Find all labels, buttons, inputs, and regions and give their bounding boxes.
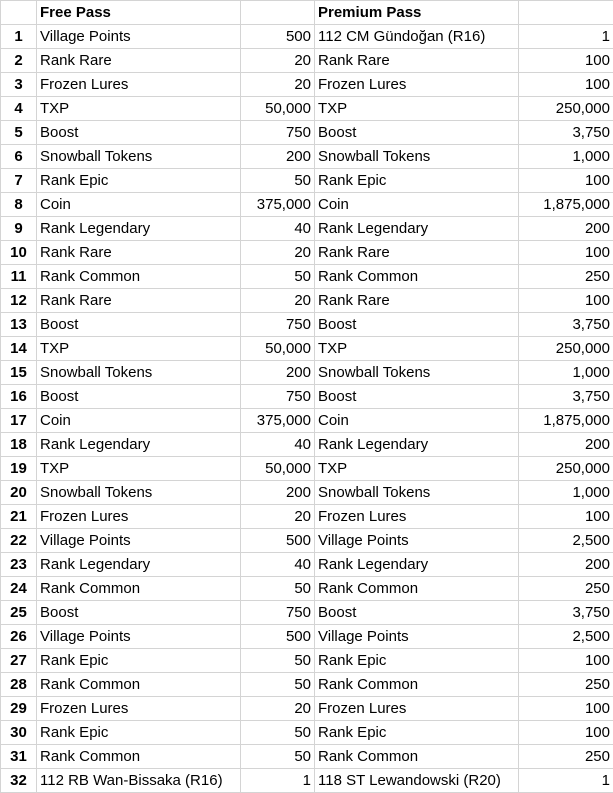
row-number-cell[interactable]: 30 (1, 721, 37, 745)
free-quantity-cell[interactable]: 500 (241, 25, 315, 49)
free-quantity-cell[interactable]: 750 (241, 601, 315, 625)
table-row (1, 577, 613, 601)
premium-quantity-cell[interactable]: 3,750 (519, 385, 613, 409)
premium-quantity-cell[interactable]: 100 (519, 289, 613, 313)
free-quantity-cell[interactable]: 20 (241, 505, 315, 529)
free-quantity-cell[interactable]: 50 (241, 169, 315, 193)
premium-quantity-cell[interactable]: 2,500 (519, 529, 613, 553)
premium-item-cell[interactable]: Rank Rare (315, 289, 519, 313)
free-item-cell[interactable]: Rank Legendary (37, 433, 241, 457)
free-quantity-cell[interactable]: 50 (241, 265, 315, 289)
free-item-cell[interactable]: TXP (37, 97, 241, 121)
free-item-cell[interactable]: Frozen Lures (37, 697, 241, 721)
free-item-cell[interactable]: Rank Common (37, 577, 241, 601)
premium-quantity-cell[interactable]: 2,500 (519, 625, 613, 649)
table-row (1, 745, 613, 769)
free-quantity-cell[interactable]: 50 (241, 577, 315, 601)
table-row (1, 169, 613, 193)
free-item-cell[interactable]: Snowball Tokens (37, 145, 241, 169)
premium-item-cell[interactable]: Village Points (315, 529, 519, 553)
row-number-cell[interactable]: 32 (1, 769, 37, 793)
premium-item-cell[interactable]: Frozen Lures (315, 697, 519, 721)
row-number-cell[interactable]: 3 (1, 73, 37, 97)
free-item-cell[interactable]: Boost (37, 385, 241, 409)
row-number-cell[interactable]: 8 (1, 193, 37, 217)
free-quantity-cell[interactable]: 40 (241, 433, 315, 457)
table-row (1, 217, 613, 241)
free-quantity-cell[interactable]: 500 (241, 529, 315, 553)
table-row (1, 697, 613, 721)
table-row (1, 145, 613, 169)
free-item-cell[interactable]: Frozen Lures (37, 73, 241, 97)
premium-item-cell[interactable]: Boost (315, 601, 519, 625)
premium-quantity-cell[interactable]: 100 (519, 505, 613, 529)
premium-quantity-cell[interactable]: 3,750 (519, 121, 613, 145)
premium-quantity-cell[interactable]: 200 (519, 433, 613, 457)
free-qty-header-cell[interactable] (241, 1, 315, 25)
table-row (1, 529, 613, 553)
premium-item-cell[interactable]: Frozen Lures (315, 73, 519, 97)
free-item-cell[interactable]: TXP (37, 457, 241, 481)
premium-item-cell[interactable]: TXP (315, 337, 519, 361)
free-item-cell[interactable]: Village Points (37, 25, 241, 49)
premium-item-cell[interactable]: TXP (315, 97, 519, 121)
premium-quantity-cell[interactable]: 1,875,000 (519, 193, 613, 217)
premium-item-cell[interactable]: Rank Rare (315, 241, 519, 265)
premium-quantity-cell[interactable]: 250,000 (519, 337, 613, 361)
premium-quantity-cell[interactable]: 1,000 (519, 361, 613, 385)
premium-item-cell[interactable]: Rank Epic (315, 649, 519, 673)
row-number-cell[interactable]: 5 (1, 121, 37, 145)
row-number-cell[interactable]: 21 (1, 505, 37, 529)
table-row (1, 313, 613, 337)
row-number-cell[interactable]: 31 (1, 745, 37, 769)
free-item-cell[interactable]: Rank Legendary (37, 217, 241, 241)
table-row (1, 265, 613, 289)
premium-quantity-cell[interactable]: 100 (519, 721, 613, 745)
premium-item-cell[interactable]: Boost (315, 385, 519, 409)
table-row (1, 553, 613, 577)
free-quantity-cell[interactable]: 20 (241, 697, 315, 721)
table-row (1, 457, 613, 481)
premium-quantity-cell[interactable]: 250,000 (519, 457, 613, 481)
premium-item-cell[interactable]: Village Points (315, 625, 519, 649)
row-number-cell[interactable]: 15 (1, 361, 37, 385)
premium-quantity-cell[interactable]: 100 (519, 649, 613, 673)
row-number-cell[interactable]: 1 (1, 25, 37, 49)
table-row (1, 361, 613, 385)
free-item-cell[interactable]: Coin (37, 193, 241, 217)
row-number-cell[interactable]: 17 (1, 409, 37, 433)
table-row (1, 721, 613, 745)
premium-item-cell[interactable]: 112 CM Gündoğan (R16) (315, 25, 519, 49)
free-item-cell[interactable]: Rank Rare (37, 241, 241, 265)
row-number-cell[interactable]: 26 (1, 625, 37, 649)
premium-item-cell[interactable]: 118 ST Lewandowski (R20) (315, 769, 519, 793)
free-item-cell[interactable]: Village Points (37, 529, 241, 553)
row-number-cell[interactable]: 18 (1, 433, 37, 457)
premium-item-cell[interactable]: Rank Epic (315, 721, 519, 745)
premium-item-cell[interactable]: Rank Common (315, 577, 519, 601)
premium-quantity-cell[interactable]: 250 (519, 577, 613, 601)
table-row (1, 193, 613, 217)
free-quantity-cell[interactable]: 750 (241, 313, 315, 337)
premium-quantity-cell[interactable]: 200 (519, 553, 613, 577)
row-number-cell[interactable]: 6 (1, 145, 37, 169)
premium-quantity-cell[interactable]: 250 (519, 745, 613, 769)
premium-item-cell[interactable]: Coin (315, 193, 519, 217)
free-item-cell[interactable]: Rank Epic (37, 721, 241, 745)
premium-item-cell[interactable]: Rank Epic (315, 169, 519, 193)
free-quantity-cell[interactable]: 50,000 (241, 97, 315, 121)
table-row (1, 481, 613, 505)
premium-item-cell[interactable]: Rank Rare (315, 49, 519, 73)
premium-quantity-cell[interactable]: 1,000 (519, 481, 613, 505)
row-number-cell[interactable]: 22 (1, 529, 37, 553)
premium-quantity-cell[interactable]: 1,875,000 (519, 409, 613, 433)
row-number-cell[interactable]: 20 (1, 481, 37, 505)
free-quantity-cell[interactable]: 50 (241, 721, 315, 745)
table-row (1, 241, 613, 265)
free-item-cell[interactable]: Rank Epic (37, 649, 241, 673)
premium-item-cell[interactable]: Rank Legendary (315, 553, 519, 577)
free-item-cell[interactable]: Village Points (37, 625, 241, 649)
premium-quantity-cell[interactable]: 100 (519, 241, 613, 265)
row-number-cell[interactable]: 28 (1, 673, 37, 697)
premium-quantity-cell[interactable]: 3,750 (519, 313, 613, 337)
free-quantity-cell[interactable]: 375,000 (241, 193, 315, 217)
free-quantity-cell[interactable]: 50 (241, 745, 315, 769)
row-number-cell[interactable]: 2 (1, 49, 37, 73)
row-number-cell[interactable]: 27 (1, 649, 37, 673)
premium-quantity-cell[interactable]: 100 (519, 73, 613, 97)
free-quantity-cell[interactable]: 20 (241, 49, 315, 73)
premium-quantity-cell[interactable]: 250 (519, 265, 613, 289)
free-quantity-cell[interactable]: 1 (241, 769, 315, 793)
free-item-cell[interactable]: Rank Common (37, 745, 241, 769)
free-item-cell[interactable]: Coin (37, 409, 241, 433)
row-number-cell[interactable]: 19 (1, 457, 37, 481)
free-quantity-cell[interactable]: 20 (241, 73, 315, 97)
table-row (1, 385, 613, 409)
row-number-cell[interactable]: 24 (1, 577, 37, 601)
free-item-cell[interactable]: Snowball Tokens (37, 361, 241, 385)
premium-quantity-cell[interactable]: 3,750 (519, 601, 613, 625)
table-row (1, 337, 613, 361)
free-quantity-cell[interactable]: 200 (241, 481, 315, 505)
premium-quantity-cell[interactable]: 1 (519, 25, 613, 49)
premium-item-cell[interactable]: Boost (315, 121, 519, 145)
row-number-cell[interactable]: 23 (1, 553, 37, 577)
free-item-cell[interactable]: Rank Legendary (37, 553, 241, 577)
free-item-cell[interactable]: Frozen Lures (37, 505, 241, 529)
free-quantity-cell[interactable]: 20 (241, 289, 315, 313)
premium-quantity-cell[interactable]: 100 (519, 49, 613, 73)
premium-item-cell[interactable]: TXP (315, 457, 519, 481)
free-item-cell[interactable]: Rank Rare (37, 49, 241, 73)
table-row (1, 25, 613, 49)
free-item-cell[interactable]: Rank Rare (37, 289, 241, 313)
table-row (1, 673, 613, 697)
premium-item-cell[interactable]: Rank Common (315, 673, 519, 697)
free-item-cell[interactable]: Rank Epic (37, 169, 241, 193)
premium-item-cell[interactable]: Rank Common (315, 265, 519, 289)
premium-quantity-cell[interactable]: 250,000 (519, 97, 613, 121)
free-quantity-cell[interactable]: 750 (241, 385, 315, 409)
corner-cell[interactable] (1, 1, 37, 25)
premium-quantity-cell[interactable]: 1 (519, 769, 613, 793)
free-quantity-cell[interactable]: 375,000 (241, 409, 315, 433)
row-number-cell[interactable]: 9 (1, 217, 37, 241)
premium-item-cell[interactable]: Frozen Lures (315, 505, 519, 529)
free-quantity-cell[interactable]: 40 (241, 553, 315, 577)
free-quantity-cell[interactable]: 200 (241, 361, 315, 385)
free-item-cell[interactable]: Boost (37, 313, 241, 337)
free-quantity-cell[interactable]: 50,000 (241, 457, 315, 481)
premium-item-cell[interactable]: Snowball Tokens (315, 145, 519, 169)
free-item-cell[interactable]: TXP (37, 337, 241, 361)
row-number-cell[interactable]: 13 (1, 313, 37, 337)
free-item-cell[interactable]: Boost (37, 601, 241, 625)
table-row (1, 289, 613, 313)
premium-quantity-cell[interactable]: 100 (519, 169, 613, 193)
free-quantity-cell[interactable]: 20 (241, 241, 315, 265)
free-item-cell[interactable]: Boost (37, 121, 241, 145)
free-quantity-cell[interactable]: 40 (241, 217, 315, 241)
table-row (1, 505, 613, 529)
table-row (1, 769, 613, 793)
table-row (1, 409, 613, 433)
table-row (1, 649, 613, 673)
premium-quantity-cell[interactable]: 250 (519, 673, 613, 697)
free-item-cell[interactable]: Rank Common (37, 265, 241, 289)
table-row (1, 433, 613, 457)
premium-quantity-cell[interactable]: 100 (519, 697, 613, 721)
row-number-cell[interactable]: 11 (1, 265, 37, 289)
free-quantity-cell[interactable]: 50 (241, 649, 315, 673)
table-row (1, 625, 613, 649)
free-quantity-cell[interactable]: 750 (241, 121, 315, 145)
premium-qty-header-cell[interactable] (519, 1, 613, 25)
free-quantity-cell[interactable]: 500 (241, 625, 315, 649)
free-item-cell[interactable]: Rank Common (37, 673, 241, 697)
premium-item-cell[interactable]: Rank Common (315, 745, 519, 769)
header-row (1, 1, 613, 25)
free-pass-header[interactable]: Free Pass (37, 1, 241, 25)
row-number-cell[interactable]: 25 (1, 601, 37, 625)
table-row (1, 73, 613, 97)
row-number-cell[interactable]: 29 (1, 697, 37, 721)
premium-quantity-cell[interactable]: 1,000 (519, 145, 613, 169)
premium-item-cell[interactable]: Coin (315, 409, 519, 433)
premium-quantity-cell[interactable]: 200 (519, 217, 613, 241)
row-number-cell[interactable]: 16 (1, 385, 37, 409)
premium-item-cell[interactable]: Boost (315, 313, 519, 337)
row-number-cell[interactable]: 12 (1, 289, 37, 313)
free-quantity-cell[interactable]: 200 (241, 145, 315, 169)
premium-pass-header[interactable]: Premium Pass (315, 1, 519, 25)
free-quantity-cell[interactable]: 50 (241, 673, 315, 697)
table-row (1, 97, 613, 121)
row-number-cell[interactable]: 10 (1, 241, 37, 265)
premium-item-cell[interactable]: Rank Legendary (315, 433, 519, 457)
premium-item-cell[interactable]: Snowball Tokens (315, 361, 519, 385)
free-item-cell[interactable]: Snowball Tokens (37, 481, 241, 505)
free-quantity-cell[interactable]: 50,000 (241, 337, 315, 361)
premium-item-cell[interactable]: Snowball Tokens (315, 481, 519, 505)
premium-item-cell[interactable]: Rank Legendary (315, 217, 519, 241)
row-number-cell[interactable]: 7 (1, 169, 37, 193)
table-row (1, 601, 613, 625)
row-number-cell[interactable]: 14 (1, 337, 37, 361)
table-row (1, 121, 613, 145)
rewards-table-body (1, 1, 613, 793)
table-row (1, 49, 613, 73)
free-item-cell[interactable]: 112 RB Wan-Bissaka (R16) (37, 769, 241, 793)
row-number-cell[interactable]: 4 (1, 97, 37, 121)
